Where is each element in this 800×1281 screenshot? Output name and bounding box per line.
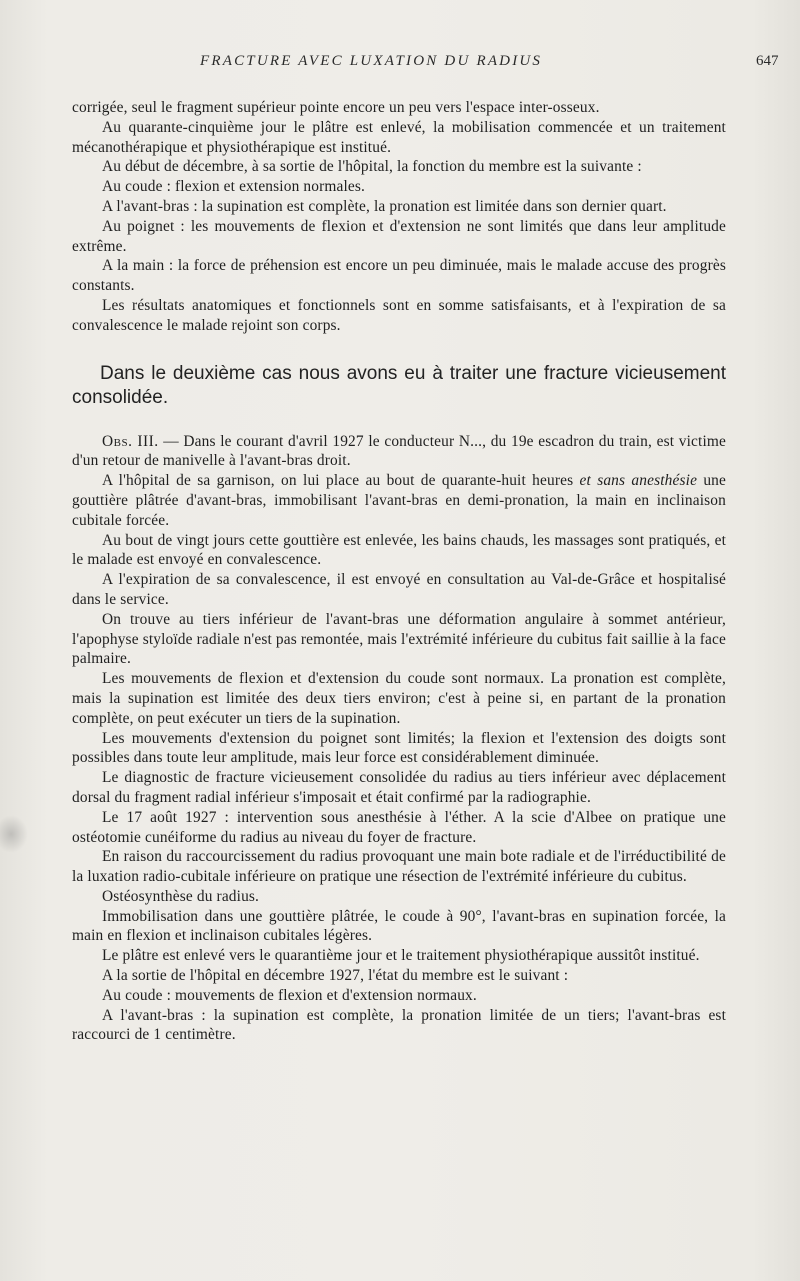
garrison-paragraph <box>72 471 726 530</box>
paragraph: Le diagnostic de fracture vicieusement consolidée du radius au tiers inférieur avec déplacement dorsal du fragment radial inférieur s'imposait et était confirmé par la radiographie. <box>72 769 726 806</box>
observation-label: Obs. III. <box>102 432 159 450</box>
paragraph: A l'avant-bras : la supination est complète, la pronation est limitée dans son dernier quart. <box>102 197 667 215</box>
paragraph: A l'avant-bras : la supination est complète, la pronation limitée de un tiers; l'avant-bras est raccourci de 1 centimètre. <box>72 1006 726 1044</box>
paragraph: Ostéosynthèse du radius. <box>102 887 260 905</box>
page-body <box>72 98 726 1045</box>
paragraph: On trouve au tiers inférieur de l'avant-bras une déformation angulaire à sommet antérieur, l'apophyse styloïde radiale n'est pas remontée, mais l'extrémité inférieure du cubitus fait saillie à la face palmaire. <box>72 610 726 668</box>
running-title: FRACTURE AVEC LUXATION DU RADIUS <box>200 53 543 69</box>
paragraph: A l'expiration de sa convalescence, il est envoyé en consultation au Val-de-Grâce et hospitalisé dans le service. <box>72 571 726 608</box>
paragraph: A la main : la force de préhension est encore un peu diminuée, mais le malade accuse des progrès constants. <box>72 257 726 295</box>
paragraph: Au poignet : les mouvements de flexion et d'extension ne sont limités que dans leur amplitude extrême. <box>72 217 726 255</box>
paragraph: Au bout de vingt jours cette gouttière est enlevée, les bains chauds, les massages sont pratiqués, et le malade est envoyé en convalescence. <box>72 531 726 569</box>
paragraph: Le plâtre est enlevé vers le quarantième jour et le traitement physiothérapique aussitôt institué. <box>102 947 700 965</box>
paragraph: corrigée, seul le fragment supérieur pointe encore un peu vers l'espace inter-osseux. <box>72 99 600 116</box>
paragraph: Les mouvements de flexion et d'extension du coude sont normaux. La pronation est complète, mais la supination est limitée des deux tiers environ; c'est à peine si, en partant de la pronation complète, on peut exécuter un tiers de la supination. <box>72 670 726 727</box>
paragraph: Au quarante-cinquième jour le plâtre est enlevé, la mobilisation commencée et un traitement mécanothérapique et physiothérapique est institué. <box>72 118 726 156</box>
paragraph: Au début de décembre, à sa sortie de l'hôpital, la fonction du membre est la suivante : <box>102 158 642 176</box>
observation-text: — Dans le courant d'avril 1927 le conducteur N..., du 19e escadron du train, est victime d'un retour de manivelle à l'avant-bras droit. <box>72 432 726 470</box>
paragraph: Immobilisation dans une gouttière plâtrée, le coude à 90°, l'avant-bras en supination forcée, la main en flexion et inclinaison cubitales légères. <box>72 907 726 945</box>
garrison-text-after: une gouttière plâtrée d'avant-bras, immobilisant l'avant-bras en demi-pronation, la main en inclinaison cubitale forcée. <box>72 472 726 529</box>
paragraph: Les mouvements d'extension du poignet sont limités; la flexion et l'extension des doigts sont possibles dans toute leur amplitude, mais leur force est considérablement diminuée. <box>72 729 726 767</box>
paragraph: Au coude : flexion et extension normales. <box>102 178 366 196</box>
garrison-italic: et sans anesthésie <box>579 472 698 490</box>
paragraph: A la sortie de l'hôpital en décembre 1927, l'état du membre est le suivant : <box>102 967 569 985</box>
paragraph: Les résultats anatomiques et fonctionnels sont en somme satisfaisants, et à l'expiration de sa convalescence le malade rejoint son corps. <box>72 296 726 334</box>
page-number: 647 <box>756 53 779 69</box>
paragraph: Le 17 août 1927 : intervention sous anesthésie à l'éther. A la scie d'Albee on pratique une ostéotomie cunéiforme du radius au niveau du foyer de fracture. <box>72 808 726 846</box>
paragraph: Au coude : mouvements de flexion et d'extension normaux. <box>102 986 477 1004</box>
paragraph: En raison du raccourcissement du radius provoquant une main bote radiale et de l'irréductibilité de la luxation radio-cubitale inférieure on pratique une résection de l'extrémité inférieure du cubitus. <box>72 848 726 886</box>
observation-paragraph <box>72 432 726 472</box>
section-heading: Dans le deuxième cas nous avons eu à traiter une fracture vicieusement consolidée. <box>72 362 726 408</box>
margin-smudge <box>0 815 28 853</box>
page-header <box>0 53 800 77</box>
garrison-text-before: A l'hôpital de sa garnison, on lui place au bout de quarante-huit heures <box>102 472 580 490</box>
